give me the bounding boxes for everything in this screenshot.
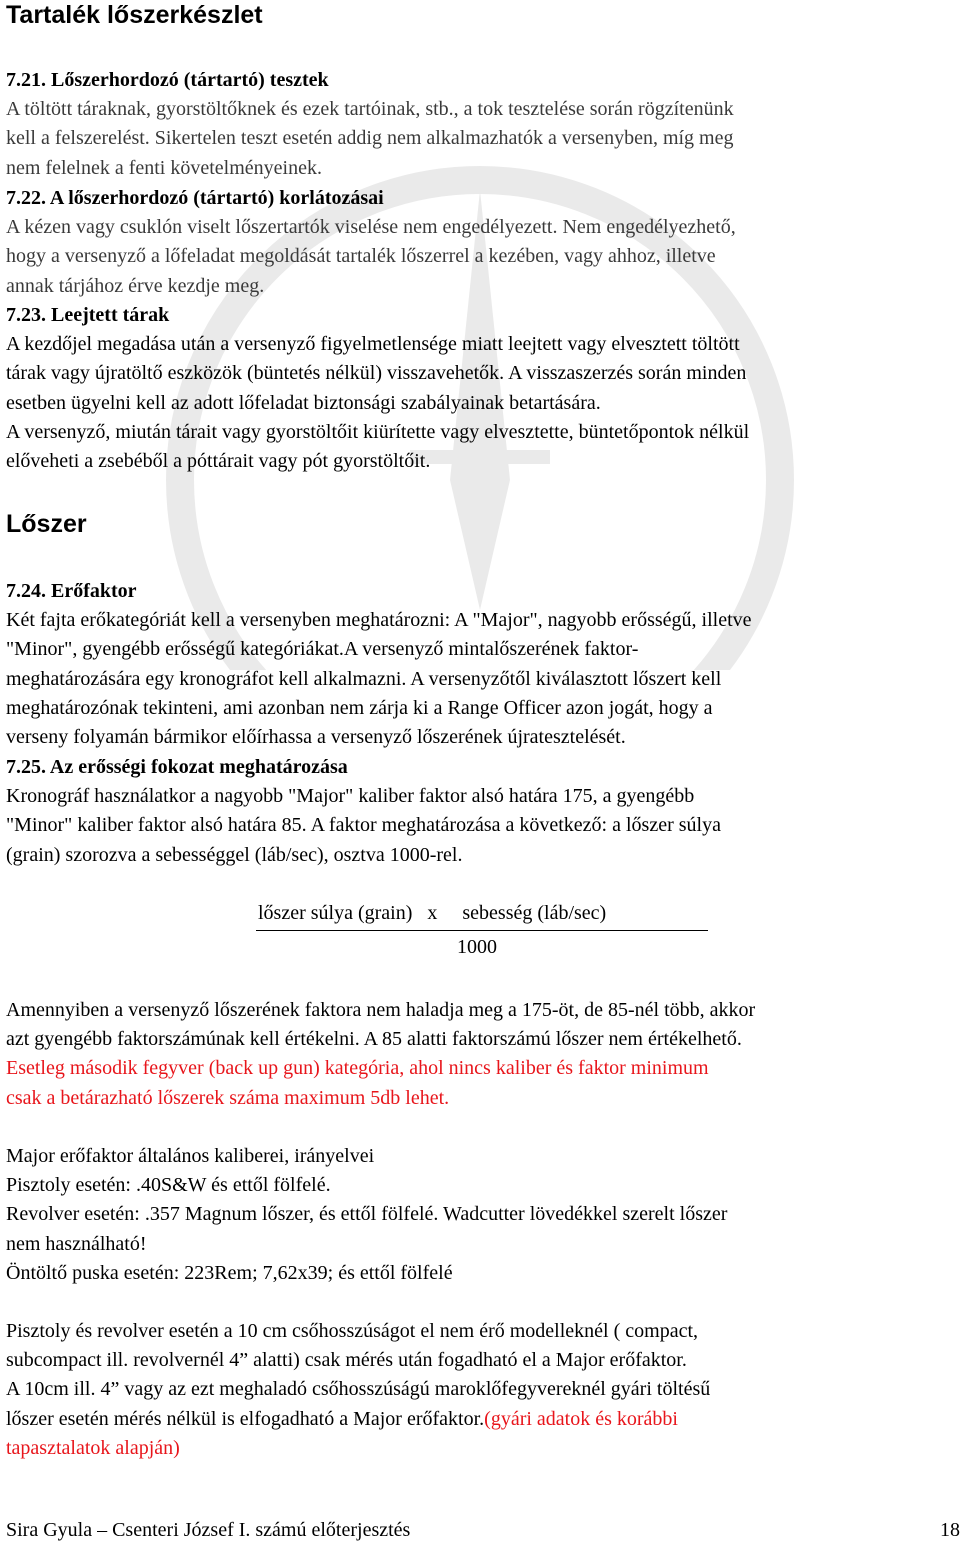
formula-denominator: 1000 bbox=[457, 936, 497, 958]
fraction-bar bbox=[256, 930, 708, 931]
section-7-22 bbox=[6, 184, 956, 301]
red-text-line: tapasztalatok alapján) bbox=[6, 1436, 180, 1459]
text-line: nem felelnek a fenti követelményeinek. bbox=[6, 156, 322, 179]
formula-numerator: lőszer súlya (grain) x sebesség (láb/sec) bbox=[258, 902, 607, 924]
text-line: tárak vagy újratöltő eszközök (büntetés nélkül) visszavehetők. A visszaszerzés során minden bbox=[6, 362, 747, 385]
text-black: lőszer esetén mérés nélkül is elfogadható a Major erőfaktor. bbox=[6, 1407, 485, 1430]
text-line: Pisztoly esetén: .40S&W és ettől fölfelé. bbox=[6, 1174, 331, 1197]
text-line: Kronográf használatkor a nagyobb "Major" kaliber faktor alsó határa 175, a gyengébb bbox=[6, 785, 695, 808]
factor-evaluation bbox=[6, 996, 956, 1113]
barrel-length-rules bbox=[6, 1317, 956, 1463]
text-line: azt gyengébb faktorszámúnak kell értékelni. A 85 alatti faktorszámú lőszer nem értékelhető. bbox=[6, 1028, 742, 1051]
section-title: 7.25. Az erősségi fokozat meghatározása bbox=[6, 756, 348, 778]
major-calibers-list bbox=[6, 1142, 956, 1288]
text-line: A töltött táraknak, gyorstöltőknek és ezek tartóinak, stb., a tok tesztelése során rögzítenünk bbox=[6, 98, 734, 121]
section-title: 7.23. Leejtett tárak bbox=[6, 304, 170, 326]
text-line: Major erőfaktor általános kaliberei, irányelvei bbox=[6, 1145, 375, 1167]
text-line: meghatározónak tekinteni, ami azonban nem zárja ki a Range Officer azon jogát, hogy a bbox=[6, 696, 713, 719]
text-line: A versenyző, miután tárait vagy gyorstöltőit kiürítette vagy elvesztette, büntetőpontok nélkül bbox=[6, 420, 750, 443]
heading-ammo: Lőszer bbox=[6, 510, 87, 538]
page-footer bbox=[6, 1516, 960, 1544]
page-number: 18 bbox=[940, 1519, 960, 1541]
text-line: "Minor" kaliber faktor alsó határa 85. A faktor meghatározása a következő: a lőszer súlya bbox=[6, 814, 721, 837]
section-title: 7.24. Erőfaktor bbox=[6, 580, 137, 602]
text-line bbox=[6, 1405, 956, 1434]
text-line: Amennyiben a versenyző lőszerének faktora nem haladja meg a 175-öt, de 85-nél több, akkor bbox=[6, 999, 756, 1021]
section-title: 7.22. A lőszerhordozó (tártartó) korlátozásai bbox=[6, 187, 384, 209]
footer-authors: Sira Gyula – Csenteri József I. számú előterjesztés bbox=[6, 1519, 411, 1541]
text-line: Öntöltő puska esetén: 223Rem; 7,62x39; és ettől fölfelé bbox=[6, 1261, 453, 1284]
red-text-line: csak a betárazható lőszerek száma maximum 5db lehet. bbox=[6, 1086, 450, 1109]
text-line: verseny folyamán bármikor előírhassa a versenyző lőszerének újratesztelését. bbox=[6, 726, 626, 749]
text-line: A kezdőjel megadása után a versenyző figyelmetlensége miatt leejtett vagy elvesztett töltött bbox=[6, 333, 740, 356]
section-title: 7.21. Lőszerhordozó (tártartó) tesztek bbox=[6, 69, 329, 91]
red-text-line: Esetleg második fegyver (back up gun) kategória, ahol nincs kaliber és faktor minimum bbox=[6, 1057, 709, 1080]
text-line: Pisztoly és revolver esetén a 10 cm csőhosszúságot el nem érő modelleknél ( compact, bbox=[6, 1320, 699, 1342]
text-line: előveheti a zsebéből a póttárait vagy pót gyorstöltőit. bbox=[6, 450, 431, 473]
text-line: A kézen vagy csuklón viselt lőszertartók viselése nem engedélyezett. Nem engedélyezhető, bbox=[6, 216, 736, 239]
text-line: nem használható! bbox=[6, 1232, 147, 1255]
text-line: Revolver esetén: .357 Magnum lőszer, és ettől fölfelé. Wadcutter lövedékkel szerelt lőszer bbox=[6, 1203, 728, 1226]
text-line: "Minor", gyengébb erősségű kategóriákat.A versenyző mintalőszerének faktor- bbox=[6, 638, 639, 661]
text-line: Két fajta erőkategóriát kell a versenyben meghatározni: A "Major", nagyobb erősségű, illetve bbox=[6, 609, 752, 632]
section-7-21 bbox=[6, 66, 956, 183]
section-7-23 bbox=[6, 301, 956, 476]
text-line: (grain) szorozva a sebességgel (láb/sec), osztva 1000-rel. bbox=[6, 843, 463, 866]
text-line: annak tárjához érve kezdje meg. bbox=[6, 274, 265, 297]
text-red: (gyári adatok és korábbi bbox=[484, 1407, 678, 1430]
heading-reserve-ammo: Tartalék lőszerkészlet bbox=[6, 1, 263, 29]
text-line: subcompact ill. revolvernél 4” alatti) csak mérés után fogadható el a Major erőfaktor. bbox=[6, 1349, 687, 1372]
text-line: esetben ügyelni kell az adott lőfeladat biztonsági szabályainak betartására. bbox=[6, 391, 601, 414]
text-line: A 10cm ill. 4” vagy az ezt meghaladó csőhosszúságú maroklőfegyvereknél gyári töltésű bbox=[6, 1378, 711, 1401]
section-7-24 bbox=[6, 577, 956, 752]
section-7-25 bbox=[6, 753, 956, 870]
text-line: hogy a versenyző a lőfeladat megoldását tartalék lőszerrel a kezében, vagy ahhoz, illetve bbox=[6, 245, 716, 268]
text-line: meghatározására egy kronográfot kell alkalmazni. A versenyzőtől kiválasztott lőszert kell bbox=[6, 667, 722, 690]
text-line: kell a felszerelést. Sikertelen teszt esetén addig nem alkalmazhatók a versenyben, míg meg bbox=[6, 127, 734, 150]
